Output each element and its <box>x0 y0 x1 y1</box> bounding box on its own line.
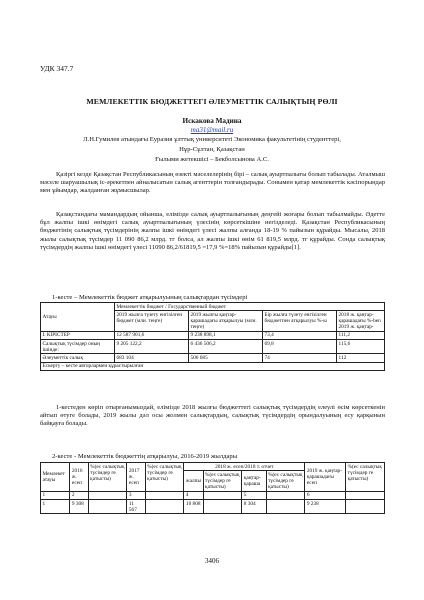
table-cell: 6 <box>305 491 346 499</box>
paragraph-3: 1-кестеден көріп отырғанымыздай, елімізде 2018 жылғы бюджеттегі салықтық түсімдердің елеулі өсім көрсеткенін айтып өтуге болады, 2019 жылы дәл осы жолмен салықтардың, салықтық түсімдердің орындалуының есу қарқынын байқауға болады. <box>40 404 385 428</box>
paragraph-1: Қазіргі кезде Қазақстан Республикасының өзекті мәселелерінің бірі – салық ауыртпалығы болып табылады. Аталмыш мәселе шаруашылық іс-әрекетпен айналысатын салық агенттерін толғандырады. Сонымен қатар мемлекеттік кәсіпорындар мен ұйымдар, жалданған жұмысшылар. <box>40 171 385 195</box>
page-number: 3406 <box>205 557 219 565</box>
table-cell: 8 304 <box>242 500 266 514</box>
table2-group-header: 2018 ж. есеп/2018 т. отчет <box>184 463 305 471</box>
city: Нұр-Сұлтан, Қазақстан <box>179 146 245 153</box>
table-cell: 12 587 901,6 <box>115 331 189 339</box>
udk-code: УДК 347.7 <box>40 64 74 73</box>
table-cell: 506 685 <box>189 354 263 362</box>
table-cell: 1 <box>41 491 70 499</box>
table2-header: %(ес салықтық түсімдер ге қатысты) <box>266 471 305 492</box>
table2-header: Мемлекет атауы <box>41 463 70 492</box>
table-cell <box>346 500 385 514</box>
table-2 <box>40 462 385 514</box>
table-cell: 111,2 <box>337 331 385 339</box>
table2-header: %(ес салықтық түсімдер ге қатысты) <box>88 463 127 492</box>
table2-header: %(ес салықтық түсімдер ге қатысты) <box>346 463 385 492</box>
supervisor: Ғылыми жетекшісі – Бекболсынова А.С. <box>155 156 269 163</box>
author-name: Искакова Мадина <box>182 117 242 125</box>
table-cell <box>88 500 127 514</box>
table1-subheader: 2018 ж. қаңтар-қарашадағы %-ben 2019 ж. қаңтар- <box>337 311 385 332</box>
table1-caption: 1-кесте – Мемлекеттік бюджет атқарылуының салықтардан түсімдері <box>52 294 248 301</box>
table-1 <box>40 302 385 371</box>
table-cell <box>88 491 127 499</box>
table-cell: Әлеуметтік салық <box>41 354 115 362</box>
table1-subheader: 2019 жылға түзету енгізілген бюджет (млн. теңге) <box>115 311 189 332</box>
table1-subheader: Бір жылға түзету енгізілген бюджетпен атқарылуы %-ы <box>263 311 337 332</box>
table-cell <box>203 500 242 514</box>
table2-header: жалпы <box>184 471 203 492</box>
table1-col-header: Атауы <box>41 303 115 332</box>
table2-header: %(ес салықтық түсімдер ге қатысты) <box>203 471 242 492</box>
table-cell: 74 <box>263 354 337 362</box>
table-cell: 1 <box>41 500 70 514</box>
table-row <box>41 340 385 354</box>
table-row <box>41 500 385 514</box>
table-cell: 4 <box>184 491 203 499</box>
table-cell: 2 <box>70 491 88 499</box>
author-email-link[interactable]: ma31@mail.ru <box>190 126 234 134</box>
table-cell: 9 238 898,1 <box>189 331 263 339</box>
table-cell: 3 <box>127 491 145 499</box>
table-cell: 683 104 <box>115 354 189 362</box>
table1-note: Ескерту – кесте авторлармен құрастырылған <box>41 362 385 370</box>
table-cell: 11 567 <box>127 500 145 514</box>
table-cell <box>266 491 305 499</box>
table-row <box>41 491 385 499</box>
table2-header: 2016 ж. есеп <box>70 463 88 492</box>
table-cell <box>203 491 242 499</box>
table-cell <box>266 500 305 514</box>
table2-header: 2019 ж. қаңтар-қарашадағы есеп <box>305 463 346 492</box>
table1-group-header: Мемлекеттік бюджет / Государственный бюджет <box>115 303 385 311</box>
table-cell <box>145 500 184 514</box>
table-cell: Салықтық түсімдер оның ішінде: <box>41 340 115 354</box>
table-cell: 6 436 506,2 <box>189 340 263 354</box>
table-cell: 9 308 <box>70 500 88 514</box>
table-cell: 10 808 <box>184 500 203 514</box>
article-title: МЕМЛЕКЕТТІК БЮДЖЕТТЕГІ ӘЛЕУМЕТТІК САЛЫҚТЫҢ РӨЛІ <box>86 97 338 106</box>
table-cell: 9 238 <box>305 500 346 514</box>
table-cell: 9 205 122,2 <box>115 340 189 354</box>
table2-caption: 2-кесте - Мемлекеттік бюджеттің атқарылуы, 2016-2019 жылдары <box>52 453 238 460</box>
table1-subheader: 2019 жылғы қаңтар-қарашадағы атқарылуы (млн. теңге) <box>189 311 263 332</box>
table-row <box>41 331 385 339</box>
table-cell <box>346 491 385 499</box>
affiliation: Л.Н.Гумилев атындағы Еуразия ұлттық университеті Экономика факультетінің студенттері, <box>83 136 341 143</box>
table2-header: қаңтар-қараша <box>242 471 266 492</box>
table-cell: 5 <box>242 491 266 499</box>
table-cell: 69,8 <box>263 340 337 354</box>
table-cell: 73,4 <box>263 331 337 339</box>
table-cell: 112 <box>337 354 385 362</box>
table-cell: 115,6 <box>337 340 385 354</box>
table2-header: 2017 ж. есеп <box>127 463 145 492</box>
table2-header: %(ес салықтық түсімдер ге қатысты) <box>145 463 184 492</box>
table-cell: І. КІРІСТЕР <box>41 331 115 339</box>
table-cell <box>145 491 184 499</box>
table-row <box>41 354 385 362</box>
paragraph-2: Қазақстандағы мамандардың ойынша, елімізде салық ауыртпалығының деңгейі жоғары болып табылмайды. Әдетте бұл жалпы ішкі өнімдегі салық ауыртпалығының үлесінің көрсеткішіне негізделеді. Қазақстан Республикасының бюджетінің салықтық түсімдерінің жалпы ішкі өнімдегі үлесі жалпы алғанда 18-19 % пайызын құрайды. Мысалы, 2018 жылы салықтық түсімдер 11 090 86,2 млрд. тг болса, ал жалпы ішкі өнім 61 819,5 млрд. тг құрайды. Сонда салықтық түсімдердің жалпы ішкі өнімдегі үлесі 11090 86,2/61819,5 =17,9 %=18% пайызын құрайды[1]. <box>40 211 385 251</box>
